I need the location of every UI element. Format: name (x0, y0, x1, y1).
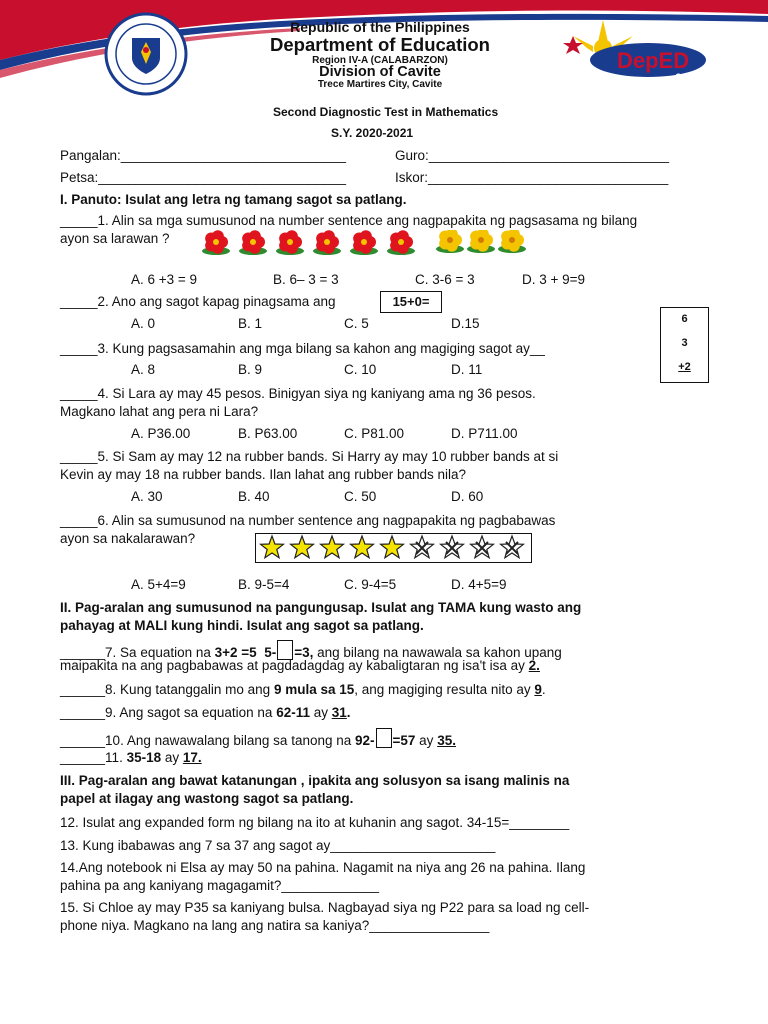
q2-box: 15+0= (380, 291, 442, 313)
q3-box-num-2: 3 (681, 337, 688, 349)
star-icon (321, 536, 344, 558)
petsa-field[interactable]: Petsa:_________________________________ (60, 170, 347, 185)
deped-cavite-logo-icon (563, 16, 713, 88)
star-icon (381, 536, 404, 558)
svg-text:DepED: DepED (617, 48, 690, 73)
q5-choice-d[interactable]: D. 60 (451, 489, 484, 504)
department-heading: Department of Education (270, 34, 490, 55)
q7-blank-box[interactable] (277, 640, 293, 660)
q1-choice-d[interactable]: D. 3 + 9=9 (522, 272, 586, 287)
city-heading: Trece Martires City, Cavite (317, 79, 443, 90)
q5-choice-b[interactable]: B. 40 (238, 489, 270, 504)
svg-text:CAVITE: CAVITE (675, 72, 708, 82)
q13-text: 13. Kung ibabawas ang 7 sa 37 ang sagot ay______________________ (60, 838, 496, 853)
red-flower-icon (239, 230, 267, 255)
q11-text: ______11. 35-18 ay 17. (60, 750, 202, 765)
q10-blank-box[interactable] (376, 728, 392, 748)
q5-line2: Kevin ay may 18 na rubber bands. Ilan lahat ang rubber bands nila? (60, 467, 467, 482)
red-flower-icon (350, 230, 378, 255)
star-icon (261, 536, 284, 558)
red-flower-icon (313, 230, 341, 255)
q3-choice-c[interactable]: C. 10 (344, 362, 377, 377)
q2-choice-a[interactable]: A. 0 (131, 316, 156, 331)
q12-text: 12. Isulat ang expanded form ng bilang na ito at kuhanin ang sagot. 34-15=________ (60, 815, 570, 830)
q3-box-num-1: 6 (681, 313, 688, 325)
q2-choice-d[interactable]: D.15 (451, 316, 480, 331)
yellow-flower-icon (498, 230, 526, 253)
guro-field[interactable]: Guro:________________________________ (395, 148, 670, 163)
section2-heading-line1: II. Pag-aralan ang sumusunod na pangungusap. Isulat ang TAMA kung wasto ang (60, 600, 582, 615)
q1-line1: _____1. Alin sa mga sumusunod na number sentence ang nagpapakita ng pagsasama ng bilang (60, 213, 638, 228)
test-title: Second Diagnostic Test in Mathematics (273, 105, 499, 119)
q6-choice-d[interactable]: D. 4+5=9 (451, 577, 507, 592)
q8-text: ______8. Kung tatanggalin mo ang 9 mula sa 15, ang magiging resulta nito ay 9. (60, 682, 546, 697)
q6-choice-b[interactable]: B. 9-5=4 (238, 577, 290, 592)
q5-choice-c[interactable]: C. 50 (344, 489, 377, 504)
q7-line1: ______7. Sa equation na 3+2 =5 5- =3, ang bilang na nawawala sa kahon upang (60, 640, 562, 660)
q6-choice-a[interactable]: A. 5+4=9 (131, 577, 186, 592)
q5-choice-a[interactable]: A. 30 (131, 489, 163, 504)
q6-line2: ayon sa nakalarawan? (60, 531, 196, 546)
q3-text: _____3. Kung pagsasamahin ang mga bilang sa kahon ang magiging sagot ay__ (60, 341, 545, 356)
q15-line1: 15. Si Chloe ay may P35 sa kaniyang bulsa. Nagbayad siya ng P22 para sa load ng cell- (60, 900, 590, 915)
q2-choice-b[interactable]: B. 1 (238, 316, 263, 331)
q3-choice-b[interactable]: B. 9 (238, 362, 263, 377)
q4-line2: Magkano lahat ang pera ni Lara? (60, 404, 259, 419)
stars-picture (255, 533, 532, 563)
q15-line2: phone niya. Magkano na lang ang natira sa kaniya?________________ (60, 918, 490, 933)
q4-line1: _____4. Si Lara ay may 45 pesos. Binigyan siya ng kaniyang ama ng 36 pesos. (60, 386, 536, 401)
region-heading: Region IV-A (CALABARZON) (312, 55, 448, 66)
q3-box-num-3: +2 (678, 361, 691, 373)
school-year: S.Y. 2020-2021 (331, 126, 414, 140)
iskor-field[interactable]: Iskor:________________________________ (395, 170, 669, 185)
q6-line1: _____6. Alin sa sumusunod na number sentence ang nagpapakita ng pagbabawas (60, 513, 556, 528)
red-flower-icon (202, 230, 230, 255)
flowers-picture (200, 230, 530, 260)
q2-choice-c[interactable]: C. 5 (344, 316, 369, 331)
q1-choice-a[interactable]: A. 6 +3 = 9 (131, 272, 198, 287)
q2-text: _____2. Ano ang sagot kapag pinagsama ang (60, 294, 336, 309)
red-flower-icon (387, 230, 415, 255)
q6-choice-c[interactable]: C. 9-4=5 (344, 577, 397, 592)
star-icon (291, 536, 314, 558)
q1-choice-b[interactable]: B. 6– 3 = 3 (273, 272, 339, 287)
section3-heading-line2: papel at ilagay ang wastong sagot sa patlang. (60, 791, 354, 806)
q14-line2: pahina pa ang kaniyang magagamit?_____________ (60, 878, 380, 893)
q5-line1: _____5. Si Sam ay may 12 na rubber bands. Si Harry ay may 10 rubber bands at si (60, 449, 559, 464)
section3-heading-line1: III. Pag-aralan ang bawat katanungan , ipakita ang solusyon sa isang malinis na (60, 773, 570, 788)
section2-heading-line2: pahayag at MALI kung hindi. Isulat ang sagot sa patlang. (60, 618, 424, 633)
q10-text: ______10. Ang nawawalang bilang sa tanong na 92- =57 ay 35. (60, 728, 456, 748)
pangalan-field[interactable]: Pangalan:______________________________ (60, 148, 347, 163)
q7-line2: maipakita na ang pagbabawas at pagdadagdag ay kabaligtaran ng isa't isa ay 2. (60, 658, 540, 673)
star-icon (351, 536, 374, 558)
q9-text: ______9. Ang sagot sa equation na 62-11 ay 31. (60, 705, 351, 720)
q14-line1: 14.Ang notebook ni Elsa ay may 50 na pahina. Nagamit na niya ang 26 na pahina. Ilang (60, 860, 586, 875)
q1-choice-c[interactable]: C. 3-6 = 3 (415, 272, 475, 287)
q4-choice-a[interactable]: A. P36.00 (131, 426, 191, 441)
q3-number-box (660, 307, 709, 383)
q3-choice-a[interactable]: A. 8 (131, 362, 156, 377)
q4-choice-b[interactable]: B. P63.00 (238, 426, 298, 441)
republic-heading: Republic of the Philippines (290, 19, 470, 35)
deped-seal-icon (104, 12, 188, 96)
q1-line2: ayon sa larawan ? (60, 231, 170, 246)
q4-choice-c[interactable]: C. P81.00 (344, 426, 405, 441)
red-flower-icon (276, 230, 304, 255)
q4-choice-d[interactable]: D. P711.00 (451, 426, 518, 441)
division-heading: Division of Cavite (319, 64, 441, 80)
section1-heading: I. Panuto: Isulat ang letra ng tamang sagot sa patlang. (60, 192, 407, 207)
q3-choice-d[interactable]: D. 11 (451, 362, 483, 377)
yellow-flower-icon (436, 230, 464, 253)
yellow-flower-icon (467, 230, 495, 253)
